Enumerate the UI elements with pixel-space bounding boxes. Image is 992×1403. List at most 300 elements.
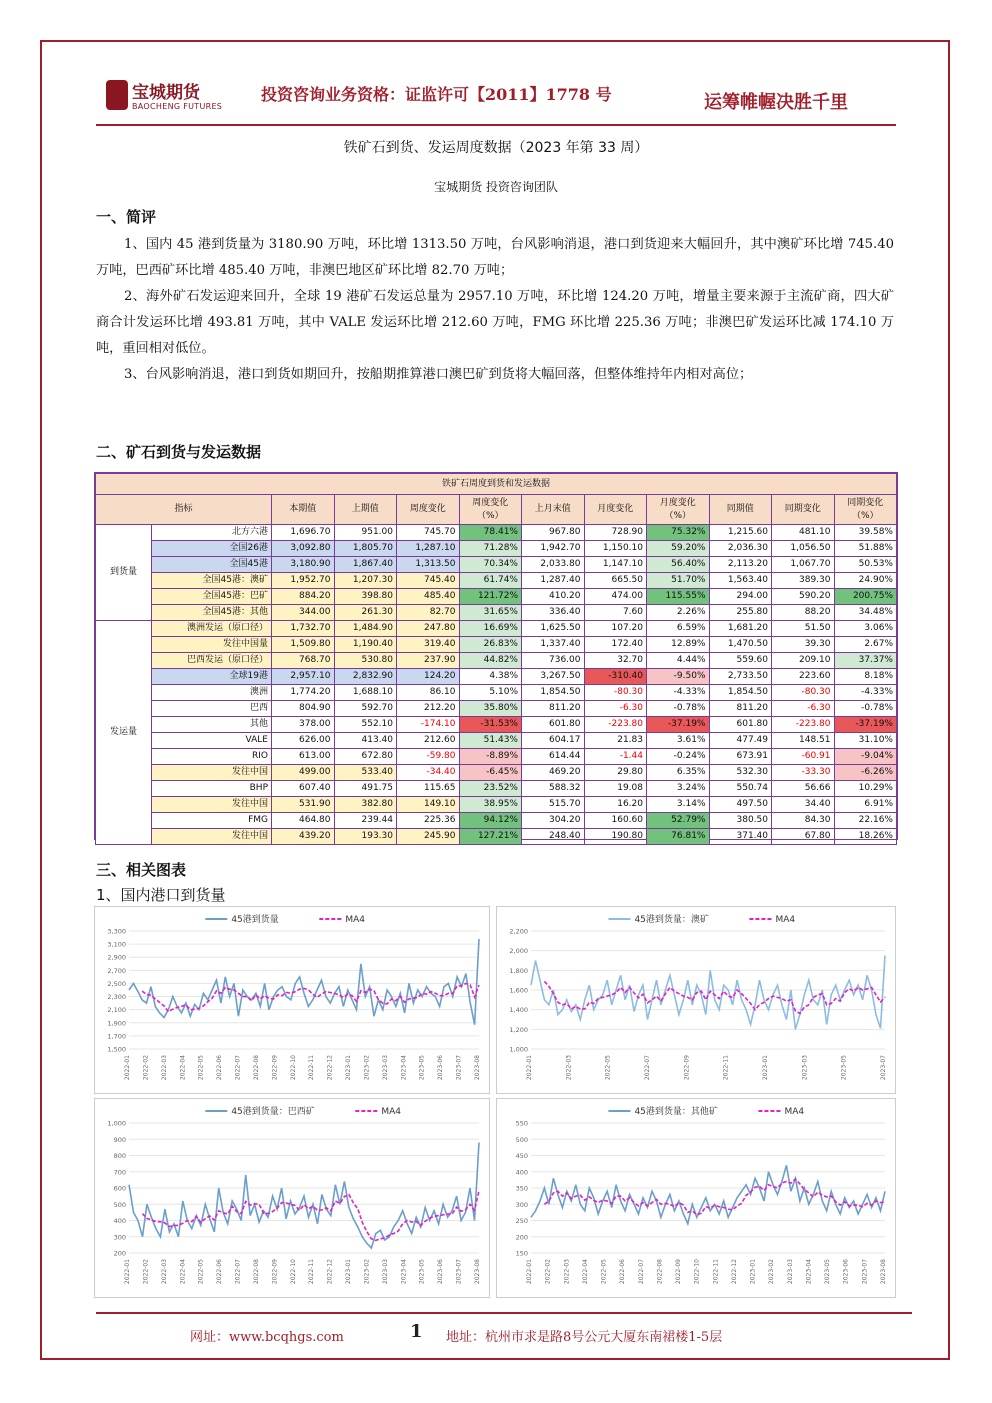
x-tick-label: 2023-04 (400, 1259, 408, 1285)
legend-label: 45港到货量：巴西矿 (231, 1107, 315, 1117)
x-tick-label: 2022-06 (216, 1055, 224, 1081)
x-tick-label: 2023-03 (801, 1055, 809, 1081)
x-tick-label: 2022-09 (271, 1259, 279, 1285)
y-tick-label: 700 (113, 1168, 126, 1177)
table-cell: 2,733.50 (709, 669, 772, 685)
x-tick-label: 2022-07 (234, 1055, 242, 1081)
x-tick-label: 2023-06 (437, 1259, 445, 1285)
table-cell: 32.70 (584, 653, 647, 669)
x-tick-label: 2022-11 (308, 1055, 316, 1081)
table-cell: 804.90 (272, 701, 335, 717)
table-cell: 550.74 (709, 781, 772, 797)
table-row (96, 589, 897, 605)
table-cell: 665.50 (584, 573, 647, 589)
table-row (96, 813, 897, 829)
table-cell: 3,267.50 (522, 669, 585, 685)
table-cell: 18.26% (834, 829, 897, 845)
table-cell: 1,563.40 (709, 573, 772, 589)
table-cell: 56.66 (772, 781, 835, 797)
x-tick-label: 2022-10 (289, 1055, 297, 1081)
table-cell: 94.12% (459, 813, 522, 829)
table-header-cell: 月度变化 (584, 495, 647, 525)
table-cell: 2,832.90 (334, 669, 397, 685)
table-cell: -6.26% (834, 765, 897, 781)
section-heading-review: 一、简评 (96, 208, 157, 226)
table-cell: -80.30 (772, 685, 835, 701)
table-cell: 1,215.60 (709, 525, 772, 541)
y-tick-label: 400 (113, 1217, 126, 1225)
table-cell: 127.21% (459, 829, 522, 845)
y-tick-label: 2,700 (107, 966, 126, 975)
table-cell: 16.20 (584, 797, 647, 813)
table-cell: -8.89% (459, 749, 522, 765)
y-tick-label: 1,200 (509, 1025, 528, 1034)
x-tick-label: 2022-11 (722, 1055, 730, 1081)
table-row (96, 573, 897, 589)
table-cell: 200.75% (834, 589, 897, 605)
table-cell: 78.41% (459, 525, 522, 541)
table-cell: 410.20 (522, 589, 585, 605)
y-tick-label: 200 (113, 1249, 126, 1258)
table-cell: 380.50 (709, 813, 772, 829)
x-tick-label: 2022-09 (271, 1055, 279, 1081)
series-line (129, 939, 479, 1025)
y-tick-label: 2,100 (107, 1006, 126, 1015)
table-cell: 37.37% (834, 653, 897, 669)
table-cell: 481.10 (772, 525, 835, 541)
chart-svg (497, 907, 895, 1093)
table-cell: 107.20 (584, 621, 647, 637)
table-cell: 592.70 (334, 701, 397, 717)
indicator-name: 发往中国 (152, 829, 272, 845)
paragraph-3: 3、台风影响消退，港口到货如期回升，按船期推算港口澳巴矿到货将大幅回落，但整体维持年内相对高位； (124, 367, 753, 382)
table-header-cell: 上月末值 (522, 495, 585, 525)
y-tick-label: 1,900 (107, 1019, 126, 1028)
chart-svg (95, 907, 489, 1093)
legend-label: 45港到货量：其他矿 (634, 1107, 718, 1117)
table-row (96, 653, 897, 669)
x-tick-label: 2022-05 (197, 1055, 205, 1081)
table-cell: 588.32 (522, 781, 585, 797)
x-tick-label: 2022-01 (124, 1055, 131, 1081)
x-tick-label: 2023-02 (363, 1055, 371, 1081)
table-row (96, 605, 897, 621)
y-tick-label: 2,900 (107, 953, 126, 962)
table-cell: 5.10% (459, 685, 522, 701)
table-header-cell: 月度变化（%） (647, 495, 710, 525)
table-cell: 1,470.50 (709, 637, 772, 653)
indicator-name: 巴西 (152, 701, 272, 717)
table-cell: 3.61% (647, 733, 710, 749)
table-cell: 172.40 (584, 637, 647, 653)
y-tick-label: 300 (113, 1233, 126, 1242)
x-tick-label: 2023-06 (437, 1055, 445, 1081)
section-heading-charts: 三、相关图表 (96, 861, 187, 879)
y-tick-label: 450 (515, 1152, 528, 1160)
table-cell: 378.00 (272, 717, 335, 733)
y-tick-label: 1,700 (107, 1032, 126, 1041)
table-cell: 245.90 (397, 829, 460, 845)
footer-website: 网址：www.bcqhgs.com (190, 1330, 344, 1345)
paragraph-2: 2、海外矿石发运迎来回升，全球 19 港矿石发运总量为 2957.10 万吨，环比增 124.20 万吨，增量主要来源于主流矿商，四大矿商合计发运环比增 493.81 万吨，其中 VALE 发运环比增 212.60 万吨，FMG 环比增 225.36 万吨；非澳巴矿发运环比减 174.10 万吨，重回相对低位。 (96, 289, 894, 356)
y-tick-label: 500 (113, 1200, 126, 1209)
x-tick-label: 2023-08 (474, 1055, 481, 1081)
table-cell: 23.52% (459, 781, 522, 797)
table-row (96, 621, 897, 637)
table-cell: -33.30 (772, 765, 835, 781)
chart-svg (497, 1099, 895, 1297)
x-tick-label: 2023-01 (762, 1055, 769, 1081)
table-cell: 672.80 (334, 749, 397, 765)
table-cell: 601.80 (709, 717, 772, 733)
table-cell: 1,287.40 (522, 573, 585, 589)
footer-rule (96, 1312, 912, 1314)
table-cell: -0.78% (647, 701, 710, 717)
x-tick-label: 2022-02 (142, 1259, 150, 1285)
table-cell: 76.81% (647, 829, 710, 845)
x-tick-label: 2022-06 (619, 1259, 627, 1285)
table-cell: 336.40 (522, 605, 585, 621)
table-cell: 469.20 (522, 765, 585, 781)
table-cell: 21.83 (584, 733, 647, 749)
table-cell: -34.40 (397, 765, 460, 781)
y-tick-label: 800 (113, 1152, 126, 1160)
x-tick-label: 2022-03 (565, 1055, 573, 1081)
indicator-name: 全国45港 (152, 557, 272, 573)
table-cell: 29.80 (584, 765, 647, 781)
indicator-name: 全国45港：其他 (152, 605, 272, 621)
table-cell: -223.80 (772, 717, 835, 733)
table-cell: 745.70 (397, 525, 460, 541)
table-cell: 212.20 (397, 701, 460, 717)
table-cell: 728.90 (584, 525, 647, 541)
table-cell: 3.24% (647, 781, 710, 797)
x-tick-label: 2023-05 (840, 1055, 848, 1081)
table-cell: 497.50 (709, 797, 772, 813)
table-cell: 1,337.40 (522, 637, 585, 653)
indicator-name: 澳洲发运（原口径） (152, 621, 272, 637)
table-cell: 6.91% (834, 797, 897, 813)
x-tick-label: 2023-07 (880, 1055, 887, 1081)
table-row (96, 765, 897, 781)
table-header-cell: 上期值 (334, 495, 397, 525)
y-tick-label: 200 (515, 1233, 528, 1242)
indicator-name: 全国45港：巴矿 (152, 589, 272, 605)
page-number: 1 (410, 1321, 423, 1342)
table-cell: 31.10% (834, 733, 897, 749)
table-cell: 319.40 (397, 637, 460, 653)
table-cell: 474.00 (584, 589, 647, 605)
table-row (96, 685, 897, 701)
group-label: 发运量 (96, 621, 152, 845)
x-tick-label: 2022-12 (730, 1259, 738, 1285)
x-tick-label: 2022-01 (526, 1055, 533, 1081)
table-cell: 1,854.50 (709, 685, 772, 701)
table-cell: 6.35% (647, 765, 710, 781)
logo-mark-icon (106, 80, 128, 110)
x-tick-label: 2022-07 (637, 1259, 645, 1285)
table-cell: 2,033.80 (522, 557, 585, 573)
indicator-name: 北方六港 (152, 525, 272, 541)
table-cell: 2.26% (647, 605, 710, 621)
table-cell: 75.32% (647, 525, 710, 541)
table-cell: 255.80 (709, 605, 772, 621)
x-tick-label: 2022-11 (712, 1259, 720, 1285)
x-tick-label: 2022-01 (124, 1259, 131, 1285)
y-tick-label: 3,300 (107, 927, 126, 936)
table-cell: 51.88% (834, 541, 897, 557)
y-tick-label: 150 (515, 1249, 528, 1258)
table-cell: 225.36 (397, 813, 460, 829)
table-cell: 223.60 (772, 669, 835, 685)
x-tick-label: 2023-01 (749, 1259, 757, 1285)
table-cell: 1,732.70 (272, 621, 335, 637)
table-cell: 382.80 (334, 797, 397, 813)
slogan: 运筹帷幄决胜千里 (704, 92, 848, 113)
table-cell: 239.44 (334, 813, 397, 829)
indicator-name: 其他 (152, 717, 272, 733)
indicator-name: RIO (152, 749, 272, 765)
table-cell: 811.20 (709, 701, 772, 717)
table-row (96, 781, 897, 797)
table-cell: 1,696.70 (272, 525, 335, 541)
x-tick-label: 2022-09 (683, 1055, 691, 1081)
y-tick-label: 300 (515, 1200, 528, 1209)
legend-label: 45港到货量 (231, 915, 279, 925)
table-cell: 1,147.10 (584, 557, 647, 573)
indicator-name: 巴西发运（原口径） (152, 653, 272, 669)
table-cell: 673.91 (709, 749, 772, 765)
table-cell: 614.44 (522, 749, 585, 765)
table-header-cell: 同期变化（%） (834, 495, 897, 525)
indicator-name: 全球19港 (152, 669, 272, 685)
table-cell: 951.00 (334, 525, 397, 541)
table-cell: 559.60 (709, 653, 772, 669)
table-cell: 811.20 (522, 701, 585, 717)
table-cell: 124.20 (397, 669, 460, 685)
x-tick-label: 2023-08 (474, 1259, 481, 1285)
table-cell: 532.30 (709, 765, 772, 781)
x-tick-label: 2022-10 (289, 1259, 297, 1285)
x-tick-label: 2023-05 (824, 1259, 832, 1285)
table-cell: -37.19% (647, 717, 710, 733)
table-row (96, 749, 897, 765)
table-cell: 212.60 (397, 733, 460, 749)
table-cell: 16.69% (459, 621, 522, 637)
table-row (96, 829, 897, 845)
y-tick-label: 1,000 (509, 1045, 528, 1054)
table-cell: 4.44% (647, 653, 710, 669)
paragraph-1: 1、国内 45 港到货量为 3180.90 万吨，环比增 1313.50 万吨，台风影响消退，港口到货迎来大幅回升，其中澳矿环比增 745.40 万吨，巴西矿环比增 485.40 万吨，非澳巴地区矿环比增 82.70 万吨； (96, 237, 894, 278)
table-cell: 3,092.80 (272, 541, 335, 557)
table-header-cell: 周度变化（%） (459, 495, 522, 525)
table-cell: 1,942.70 (522, 541, 585, 557)
y-tick-label: 900 (113, 1135, 126, 1144)
x-tick-label: 2023-08 (880, 1259, 887, 1285)
table-cell: 121.72% (459, 589, 522, 605)
y-tick-label: 1,800 (509, 966, 528, 975)
legend-label: 45港到货量：澳矿 (634, 915, 709, 925)
x-tick-label: 2022-04 (179, 1055, 187, 1081)
table-header-cell: 同期值 (709, 495, 772, 525)
logo-cn: 宝城期货 (132, 83, 200, 103)
table-cell: 1,313.50 (397, 557, 460, 573)
table-cell: 533.40 (334, 765, 397, 781)
table-header-cell: 同期变化 (772, 495, 835, 525)
x-tick-label: 2023-04 (400, 1055, 408, 1081)
table-cell: 304.20 (522, 813, 585, 829)
table-cell: -9.50% (647, 669, 710, 685)
x-tick-label: 2023-04 (805, 1259, 813, 1285)
table-cell: 24.90% (834, 573, 897, 589)
author-team: 宝城期货 投资咨询团队 (434, 180, 558, 194)
table-cell: 604.17 (522, 733, 585, 749)
table-cell: -1.44 (584, 749, 647, 765)
table-cell: 35.80% (459, 701, 522, 717)
table-cell: -310.40 (584, 669, 647, 685)
indicator-name: VALE (152, 733, 272, 749)
x-tick-label: 2022-07 (644, 1055, 651, 1081)
x-tick-label: 2022-07 (234, 1259, 242, 1285)
page-header (96, 72, 896, 128)
table-row (96, 525, 897, 541)
table-cell: 261.30 (334, 605, 397, 621)
table-cell: 967.80 (522, 525, 585, 541)
x-tick-label: 2022-01 (526, 1259, 533, 1285)
table-cell: 88.20 (772, 605, 835, 621)
table-cell: -0.24% (647, 749, 710, 765)
x-tick-label: 2022-05 (197, 1259, 205, 1285)
indicator-name: 发往中国 (152, 797, 272, 813)
x-tick-label: 2022-02 (142, 1055, 150, 1081)
table-header-cell: 指标 (96, 495, 272, 525)
subsection-port-arrivals: 1、国内港口到货量 (96, 886, 226, 904)
company-logo (106, 78, 236, 118)
table-cell: 477.49 (709, 733, 772, 749)
x-tick-label: 2022-11 (308, 1259, 316, 1285)
table-cell: 1,509.80 (272, 637, 335, 653)
chart-svg (95, 1099, 489, 1297)
chart-45-ports-other (496, 1098, 896, 1298)
table-cell: 1,190.40 (334, 637, 397, 653)
table-cell: 115.65 (397, 781, 460, 797)
table-cell: 398.80 (334, 589, 397, 605)
x-tick-label: 2022-03 (160, 1055, 168, 1081)
header-rule (96, 124, 896, 126)
chart-45-ports-arrival (94, 906, 490, 1094)
series-line (129, 1143, 479, 1249)
table-cell: 2.67% (834, 637, 897, 653)
footer-address: 地址：杭州市求是路8号公元大厦东南裙楼1-5层 (446, 1330, 723, 1345)
table-cell: 52.79% (647, 813, 710, 829)
legend-label: MA4 (784, 1107, 805, 1117)
table-cell: 3,180.90 (272, 557, 335, 573)
table-row (96, 557, 897, 573)
table-cell: 1,805.70 (334, 541, 397, 557)
table-cell: 67.80 (772, 829, 835, 845)
table-cell: 3.06% (834, 621, 897, 637)
x-tick-label: 2023-07 (861, 1259, 869, 1285)
table-cell: -4.33% (834, 685, 897, 701)
table-cell: 389.30 (772, 573, 835, 589)
group-label: 到货量 (96, 525, 152, 621)
table-cell: 745.40 (397, 573, 460, 589)
table-cell: 884.20 (272, 589, 335, 605)
indicator-name: BHP (152, 781, 272, 797)
y-tick-label: 1,400 (509, 1006, 528, 1015)
table-cell: 39.30 (772, 637, 835, 653)
table-cell: -31.53% (459, 717, 522, 733)
y-tick-label: 600 (113, 1184, 126, 1193)
table-cell: 1,484.90 (334, 621, 397, 637)
table-cell: 2,036.30 (709, 541, 772, 557)
table-cell: 439.20 (272, 829, 335, 845)
table-cell: 10.29% (834, 781, 897, 797)
y-tick-label: 3,100 (107, 940, 126, 949)
table-row (96, 701, 897, 717)
table-cell: 51.50 (772, 621, 835, 637)
table-cell: -80.30 (584, 685, 647, 701)
table-cell: 1,056.50 (772, 541, 835, 557)
license-text: 投资咨询业务资格：证监许可【2011】1778 号 (261, 85, 612, 104)
table-header-cell: 周度变化 (397, 495, 460, 525)
table-cell: 1,854.50 (522, 685, 585, 701)
table-cell: -6.30 (584, 701, 647, 717)
table-cell: 38.95% (459, 797, 522, 813)
table-cell: 1,287.10 (397, 541, 460, 557)
table-cell: 237.90 (397, 653, 460, 669)
x-tick-label: 2023-03 (381, 1055, 389, 1081)
table-cell: 344.00 (272, 605, 335, 621)
table-cell: 59.20% (647, 541, 710, 557)
table-cell: 491.75 (334, 781, 397, 797)
table-cell: -9.04% (834, 749, 897, 765)
x-tick-label: 2022-08 (252, 1259, 260, 1285)
table-cell: 1,681.20 (709, 621, 772, 637)
indicator-name: 全国45港：澳矿 (152, 573, 272, 589)
y-tick-label: 2,300 (107, 993, 126, 1002)
table-row (96, 669, 897, 685)
table-cell: 294.00 (709, 589, 772, 605)
indicator-name: 澳洲 (152, 685, 272, 701)
y-tick-label: 2,000 (509, 947, 528, 956)
x-tick-label: 2022-08 (656, 1259, 664, 1285)
table-cell: 499.00 (272, 765, 335, 781)
y-tick-label: 250 (515, 1217, 528, 1225)
table-cell: -4.33% (647, 685, 710, 701)
table-cell: -59.80 (397, 749, 460, 765)
table-cell: 193.30 (334, 829, 397, 845)
table-cell: 1,867.40 (334, 557, 397, 573)
table-cell: 61.74% (459, 573, 522, 589)
table-cell: 8.18% (834, 669, 897, 685)
table-cell: 736.00 (522, 653, 585, 669)
x-tick-label: 2022-05 (604, 1055, 612, 1081)
legend-label: MA4 (775, 915, 796, 925)
series-line (531, 1165, 885, 1224)
table-row (96, 717, 897, 733)
x-tick-label: 2023-05 (418, 1055, 426, 1081)
table-cell: 530.80 (334, 653, 397, 669)
x-tick-label: 2023-03 (381, 1259, 389, 1285)
indicator-name: FMG (152, 813, 272, 829)
table-header-cell: 本期值 (272, 495, 335, 525)
x-tick-label: 2022-10 (693, 1259, 701, 1285)
table-cell: 34.40 (772, 797, 835, 813)
y-tick-label: 350 (515, 1184, 528, 1193)
x-tick-label: 2022-04 (179, 1259, 187, 1285)
y-tick-label: 1,600 (509, 986, 528, 995)
